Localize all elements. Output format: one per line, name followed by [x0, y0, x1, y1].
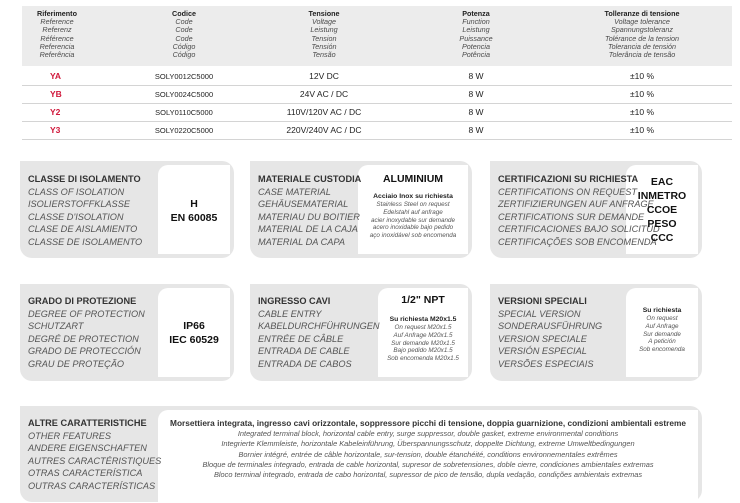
row-power: 8 W: [468, 71, 484, 81]
row-power: 8 W: [468, 107, 484, 117]
row-tolerance: ±10 %: [629, 71, 655, 81]
row-voltage: 110V/120V AC / DC: [286, 107, 362, 117]
header-tolerance: Tolleranze di tensione Voltage tolerance Spannungstoleranz Tolérance de la tension Tolerancia de tensión Tolerância de tensão: [604, 9, 680, 60]
row-voltage: 12V DC: [309, 71, 339, 81]
row-voltage: 220V/240V AC / DC: [286, 125, 362, 135]
row-tolerance: ±10 %: [629, 89, 655, 99]
cable-entry-label: INGRESSO CAVI CABLE ENTRY KABELDURCHFÜHRUNGEN ENTRÉE DE CÂBLE ENTRADA DE CABLE ENTRADA DE CABOS: [258, 296, 380, 369]
insulation-class-label: CLASSE DI ISOLAMENTO CLASS OF ISOLATION ISOLIERSTOFFKLASSE CLASSE D'ISOLATION CLASE DE AISLAMIENTO CLASSE DE ISOLAMENTO: [28, 174, 143, 247]
table-row: [22, 121, 732, 140]
row-code: SOLY0110C5000: [155, 108, 213, 117]
table-row: [22, 85, 732, 104]
other-features-label: ALTRE CARATTERISTICHE OTHER FEATURES ANDERE EIGENSCHAFTEN AUTRES CARACTÉRISTIQUES OTRAS CARACTERÍSTICA OUTRAS CARACTERÍSTICAS: [28, 418, 162, 491]
row-reference: YA: [50, 71, 62, 81]
cable-entry-value: 1/2" NPT Su richiesta M20x1.5 On request M20x1.5 Auf Anfrage M20x1.5 Sur demande M20x1.5 Bajo pedido M20x1.5 Sob encomenda M20x1.5: [387, 294, 459, 363]
protection-degree-box: [20, 284, 234, 381]
row-tolerance: ±10 %: [629, 125, 655, 135]
row-code: SOLY0012C5000: [154, 72, 214, 81]
case-material-label: MATERIALE CUSTODIA CASE MATERIAL GEHÄUSEMATERIAL MATERIAU DU BOITIER MATERIAL DE LA CAJA MATERIAL DA CAPA: [258, 174, 362, 247]
row-power: 8 W: [468, 125, 484, 135]
certifications-box: [490, 161, 702, 258]
other-features-box: [20, 406, 702, 502]
table-row: [22, 67, 732, 86]
certifications-value: EAC INMETRO CCOE PESO CCC: [637, 176, 687, 244]
case-material-box: [250, 161, 472, 258]
table-header: [22, 6, 732, 66]
certifications-label: CERTIFICAZIONI SU RICHIESTA CERTIFICATIONS ON REQUEST ZERTIFIZIERUNGEN AUF ANFRAGE CERTIFICATIONS SUR DEMANDE CERTIFICACIONES BAJO SOLICITUD CERTIFICAÇÕES SOB ENCOMENDA: [498, 174, 660, 247]
row-tolerance: ±10 %: [629, 107, 655, 117]
row-reference: YB: [50, 89, 62, 99]
row-reference: Y3: [50, 125, 61, 135]
row-reference: Y2: [50, 107, 61, 117]
protection-degree-value: IP66 IEC 60529: [169, 320, 219, 346]
cable-entry-box: [250, 284, 472, 381]
row-code: SOLY0024C5000: [154, 90, 214, 99]
case-material-value: ALUMINIUM Acciaio Inox su richiesta Stainless Steel on request Edelstahl auf anfrage acier inoxydable sur demande acero inoxidable bajo pedido aço inoxidável sob encomenda: [369, 173, 457, 240]
row-power: 8 W: [468, 89, 484, 99]
header-voltage: Tensione Voltage Leistung Tension Tensión Tensão: [308, 9, 340, 60]
header-reference: Riferimento Reference Referenz Référence Referencia Referência: [37, 9, 77, 60]
row-voltage: 24V AC / DC: [299, 89, 349, 99]
insulation-class-value: H EN 60085: [170, 198, 218, 224]
row-code: SOLY0220C5000: [154, 126, 214, 135]
header-code: Codice Code Code Code Código Código: [172, 9, 196, 60]
special-versions-box: [490, 284, 702, 381]
header-power: Potenza Function Leistung Puissance Potencia Potência: [459, 9, 493, 60]
special-versions-value: Su richiesta On request Auf Anfrage Sur demande A petición Sob encomenda: [639, 307, 685, 354]
table-row: [22, 103, 732, 122]
special-versions-label: VERSIONI SPECIALI SPECIAL VERSION SONDERAUSFÜHRUNG VERSION SPECIALE VERSIÓN ESPECIAL VERSÕES ESPECIAIS: [498, 296, 603, 369]
protection-degree-label: GRADO DI PROTEZIONE DEGREE OF PROTECTION SCHUTZART DEGRÉ DE PROTECTION GRADO DE PROTECCIÓN GRAU DE PROTEÇÃO: [28, 296, 145, 369]
insulation-class-box: [20, 161, 234, 258]
other-features-description: Morsettiera integrata, ingresso cavi orizzontale, soppressore picchi di tensione, doppia guarnizione, condizioni ambientali estreme Integrated terminal block, horizontal cable entry, surge suppressor, double gasket, extreme environmental conditions Integrierte Klemmleiste, horizontale Kabeleinführung, Überspannungsschutz, doppelte Dichtung, extreme Umweltbedingungen Bornier intégré, entrée de câble horizontale, sur-tension, double étanchéité, conditions environnementales extrêmes Bloque de terminales integrado, entrada de cable horizontal, supresor de sobretensiones, doble cierre, condiciones ambientales extremas Bloco terminal integrado, entrada de cabo horizontal, supressor de pico de tensão, dupla vedação, condições ambientais extremas: [170, 418, 686, 480]
